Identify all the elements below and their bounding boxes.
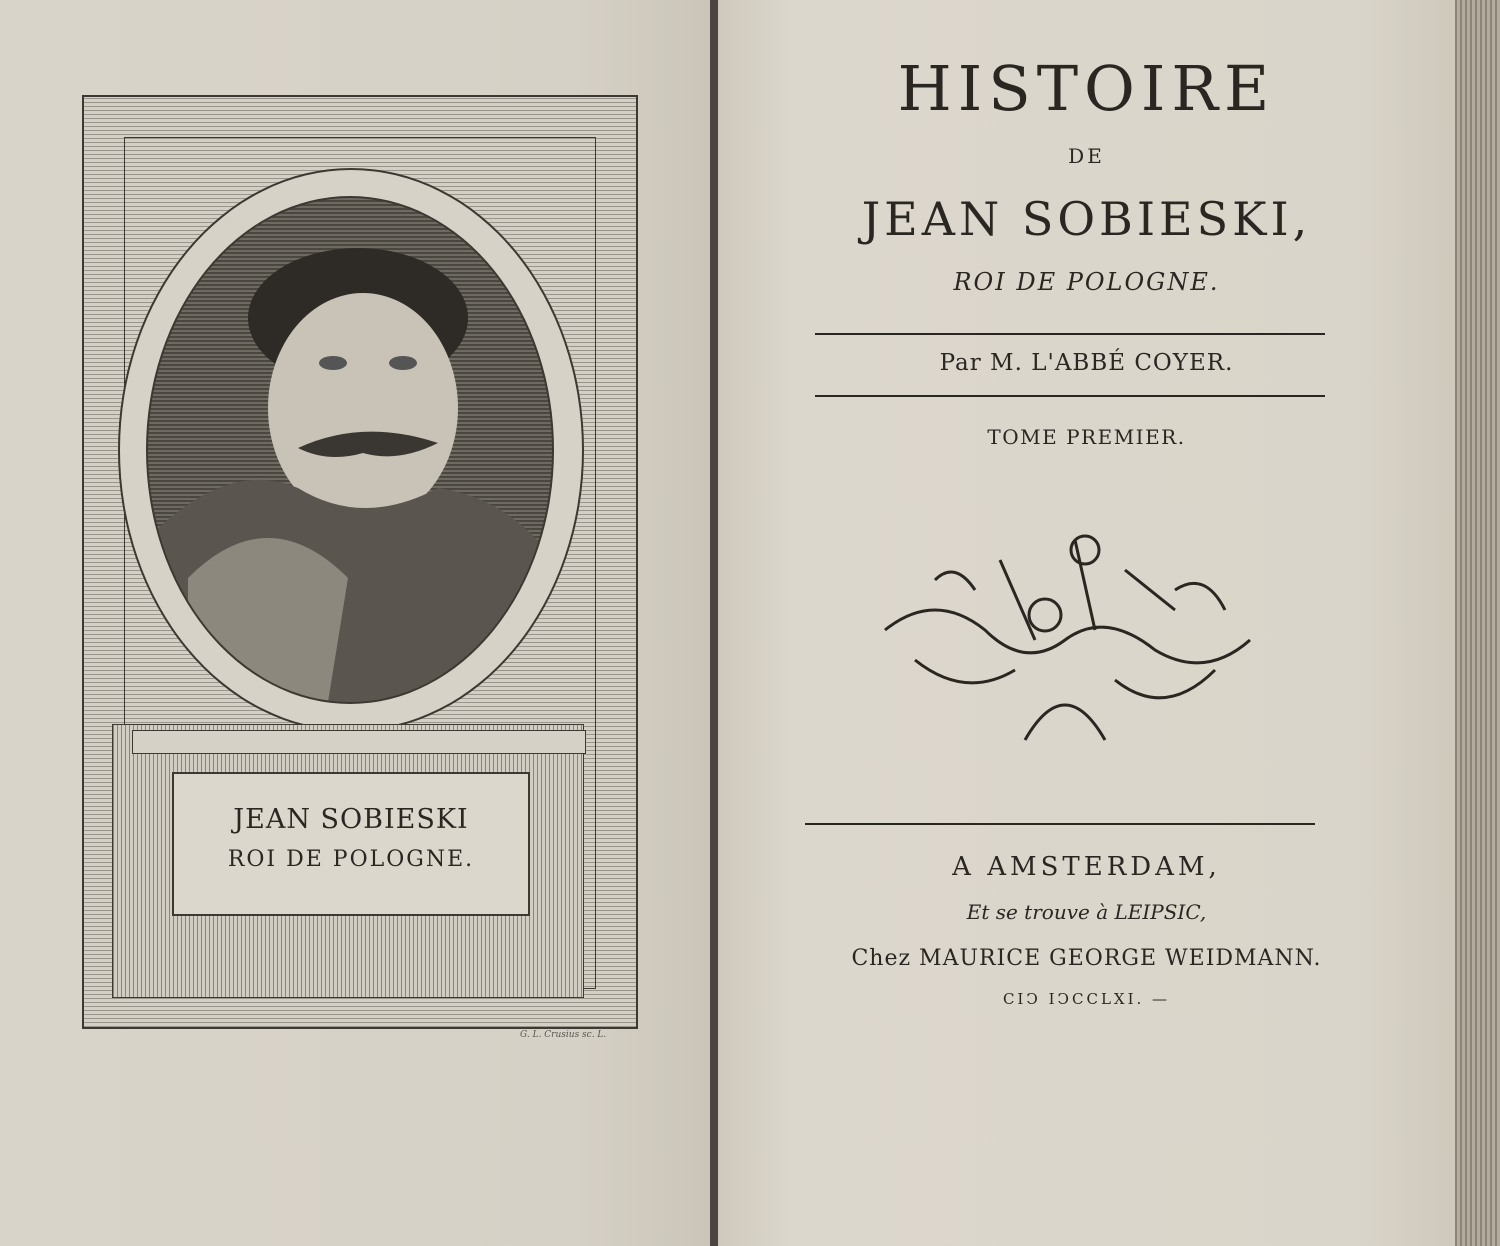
book-gutter xyxy=(710,0,718,1246)
volume: TOME PREMIER. xyxy=(987,425,1186,449)
rule xyxy=(815,395,1325,397)
printers-ornament xyxy=(875,520,1260,755)
tablet-name: JEAN SOBIESKI xyxy=(233,804,469,835)
subject: JEAN SOBIESKI, xyxy=(861,192,1312,246)
page-edges xyxy=(1455,0,1500,1246)
rule xyxy=(815,333,1325,335)
publisher: Chez MAURICE GEORGE WEIDMANN. xyxy=(851,946,1322,971)
rule xyxy=(805,823,1315,825)
portrait-engraving xyxy=(146,196,554,704)
date: CIↃ IↃCCLXI. — xyxy=(1002,990,1171,1008)
engraver-signature: G. L. Crusius sc. L. xyxy=(520,1030,607,1040)
title: HISTOIRE xyxy=(897,52,1276,125)
tablet-title: ROI DE POLOGNE. xyxy=(227,847,475,872)
place: A AMSTERDAM, xyxy=(952,852,1221,882)
title-de: DE xyxy=(1068,144,1105,168)
plinth-cap xyxy=(132,730,586,754)
author: Par M. L'ABBÉ COYER. xyxy=(939,350,1234,376)
also-found: Et se trouve à LEIPSIC, xyxy=(966,900,1207,924)
inscription-tablet xyxy=(172,772,530,916)
subtitle: ROI DE POLOGNE. xyxy=(953,268,1220,296)
